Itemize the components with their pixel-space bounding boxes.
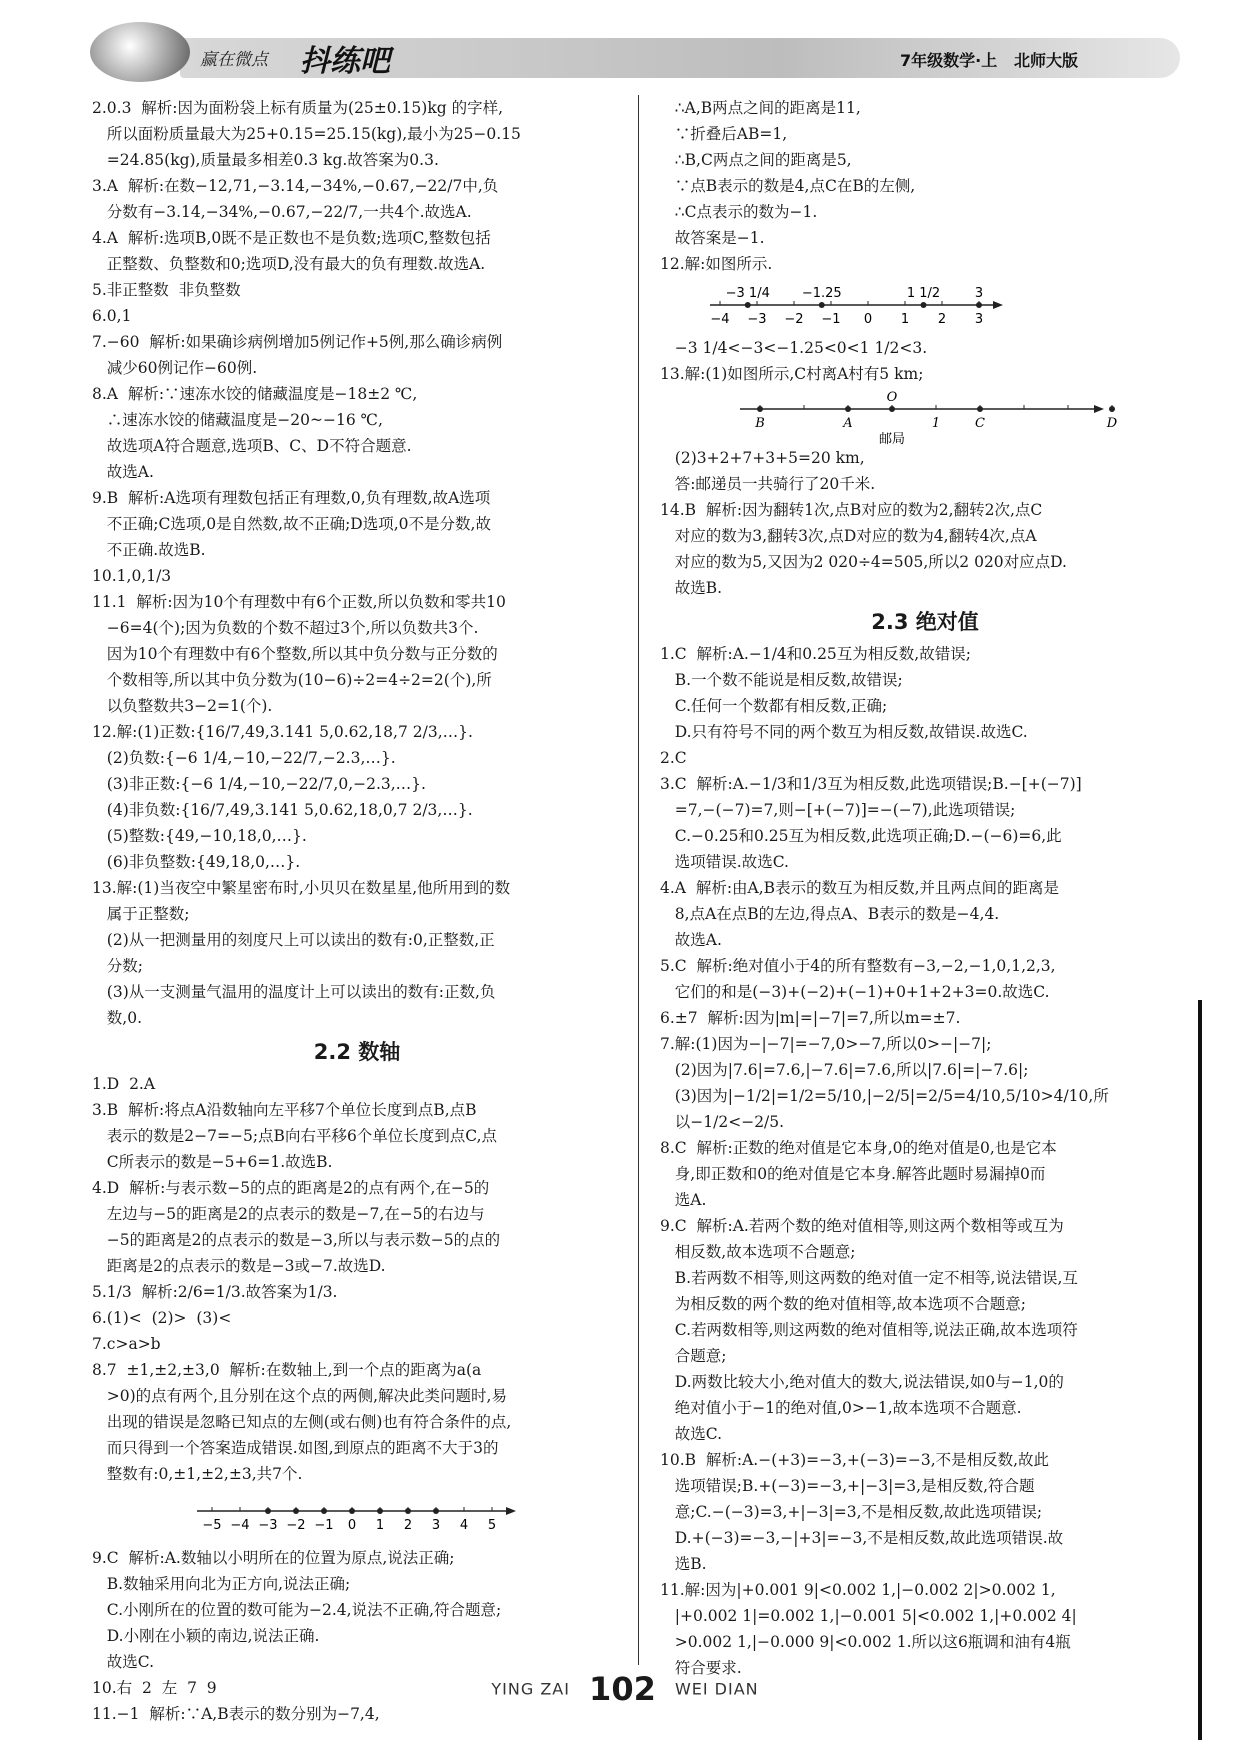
answer-line: 11.1 解析:因为10个有理数中有6个正数,所以负数和零共10 bbox=[92, 593, 506, 611]
answer-line: −3 1/4<−3<−1.25<0<1 1/2<3. bbox=[660, 339, 928, 357]
point-label: 1 bbox=[931, 416, 941, 431]
answer-line: 个数相等,所以其中负分数为(10−6)÷2=4÷2=2(个),所 bbox=[92, 671, 492, 689]
answers-q12-q13 bbox=[660, 335, 1190, 387]
left-column bbox=[92, 95, 622, 1727]
answer-line: 7.c>a>b bbox=[92, 1335, 161, 1353]
answer-line: >0.002 1,|−0.000 9|<0.002 1.所以这6瓶调和油有4瓶 bbox=[660, 1633, 1071, 1651]
answer-line: C.−0.25和0.25互为相反数,此选项正确;D.−(−6)=6,此 bbox=[660, 827, 1062, 845]
answer-line: 5.1/3 解析:2/6=1/3.故答案为1/3. bbox=[92, 1283, 338, 1301]
answer-line: 8.7 ±1,±2,±3,0 解析:在数轴上,到一个点的距离为a(a bbox=[92, 1361, 482, 1379]
answer-line: 整数有:0,±1,±2,±3,共7个. bbox=[92, 1465, 303, 1483]
answer-line: 故选C. bbox=[660, 1425, 723, 1443]
answer-line: C.若两数相等,则这两数的绝对值相等,说法正确,故本选项符 bbox=[660, 1321, 1078, 1339]
point-label: −1.25 bbox=[801, 286, 842, 301]
answer-line: |+0.002 1|=0.002 1,|−0.001 5|<0.002 1,|+0.002 4| bbox=[660, 1607, 1077, 1625]
column-divider bbox=[638, 95, 639, 1665]
answer-line: ∵点B表示的数是4,点C在B的左侧, bbox=[660, 177, 916, 195]
answer-line: 7.−60 解析:如果确诊病例增加5例记作+5例,那么确诊病例 bbox=[92, 333, 503, 351]
answer-line: 减少60例记作−60例. bbox=[92, 359, 258, 377]
point-label: 1 1/2 bbox=[906, 286, 941, 301]
point-label: O bbox=[886, 390, 898, 405]
answer-line: 12.解:(1)正数:{16/7,49,3.141 5,0.62,18,7 2/3,…}. bbox=[92, 723, 473, 741]
answer-line: 6.0,1 bbox=[92, 307, 132, 325]
point-label: A bbox=[843, 416, 853, 431]
tick-label: 2 bbox=[403, 1518, 413, 1533]
answer-line: >0)的点有两个,且分别在这个点的两侧,解决此类问题时,易 bbox=[92, 1387, 507, 1405]
answer-line: 选A. bbox=[660, 1191, 707, 1209]
answer-line: 选项错误;B.+(−3)=−3,+|−3|=3,是相反数,符合题 bbox=[660, 1477, 1035, 1495]
answers-2-2 bbox=[92, 1071, 622, 1487]
tick-label: −3 bbox=[747, 312, 767, 327]
answer-line: 选项错误.故选C. bbox=[660, 853, 789, 871]
answer-line: ∴B,C两点之间的距离是5, bbox=[660, 151, 852, 169]
answer-line: =24.85(kg),质量最多相差0.3 kg.故答案为0.3. bbox=[92, 151, 439, 169]
answer-line: ∴速冻水饺的储藏温度是−20~−16 ℃, bbox=[92, 411, 383, 429]
answer-line: D.小刚在小颖的南边,说法正确. bbox=[92, 1627, 320, 1645]
answer-line: 3.C 解析:A.−1/3和1/3互为相反数,此选项错误;B.−[+(−7)] bbox=[660, 775, 1082, 793]
section-title-2-3: 2.3 绝对值 bbox=[871, 610, 979, 634]
answer-line: 13.解:(1)当夜空中繁星密布时,小贝贝在数星星,他所用到的数 bbox=[92, 879, 511, 897]
answer-line: 10.B 解析:A.−(+3)=−3,+(−3)=−3,不是相反数,故此 bbox=[660, 1451, 1050, 1469]
answer-line: 5.非正整数 非负整数 bbox=[92, 281, 241, 299]
tick-label: 5 bbox=[487, 1518, 497, 1533]
answer-line: 正整数、负整数和0;选项D,没有最大的负有理数.故选A. bbox=[92, 255, 486, 273]
answer-line: 1.C 解析:A.−1/4和0.25互为相反数,故错误; bbox=[660, 645, 971, 663]
page-footer bbox=[0, 1670, 1250, 1708]
footer-right: WEI DIAN bbox=[674, 1679, 759, 1699]
answer-line: 14.B 解析:因为翻转1次,点B对应的数为2,翻转2次,点C bbox=[660, 501, 1043, 519]
plotted-point bbox=[819, 302, 825, 308]
answer-line: (4)非负数:{16/7,49,3.141 5,0.62,18,0,7 2/3,…}. bbox=[92, 801, 473, 819]
village-point bbox=[977, 406, 983, 412]
answers-q13-q14 bbox=[660, 445, 1190, 601]
answer-line: 故答案是−1. bbox=[660, 229, 765, 247]
logo-icon bbox=[90, 22, 190, 82]
village-point bbox=[757, 406, 763, 412]
answer-line: 而只得到一个答案造成错误.如图,到原点的距离不大于3的 bbox=[92, 1439, 499, 1457]
answer-line: 绝对值小于−1的绝对值,0>−1,故本选项不合题意. bbox=[660, 1399, 1022, 1417]
number-line-q8-svg bbox=[92, 1491, 612, 1539]
tick-label: 1 bbox=[900, 312, 910, 327]
tick-label: −1 bbox=[314, 1518, 334, 1533]
tick-label: 4 bbox=[459, 1518, 469, 1533]
answer-line: 为相反数的两个数的绝对值相等,故本选项不合题意; bbox=[660, 1295, 1026, 1313]
village-point bbox=[889, 406, 895, 412]
answer-line: 9.C 解析:A.若两个数的绝对值相等,则这两个数相等或互为 bbox=[660, 1217, 1064, 1235]
answer-line: 6.(1)< (2)> (3)< bbox=[92, 1309, 232, 1327]
answer-line: 故选B. bbox=[660, 579, 723, 597]
answer-line: 它们的和是(−3)+(−2)+(−1)+0+1+2+3=0.故选C. bbox=[660, 983, 1050, 1001]
plotted-point bbox=[976, 302, 982, 308]
answer-line: 10.右 2 左 7 9 bbox=[92, 1679, 217, 1697]
village-point bbox=[845, 406, 851, 412]
arrow-icon bbox=[1094, 405, 1104, 413]
tick-label: −1 bbox=[821, 312, 841, 327]
post-office-label: 邮局 bbox=[878, 432, 906, 447]
answer-line: (3)因为|−1/2|=1/2=5/10,|−2/5|=2/5=4/10,5/10>4/10,所 bbox=[660, 1087, 1109, 1105]
answer-line: 4.D 解析:与表示数−5的点的距离是2的点有两个,在−5的 bbox=[92, 1179, 490, 1197]
answer-line: 距离是2的点表示的数是−3或−7.故选D. bbox=[92, 1257, 386, 1275]
integer-point bbox=[293, 1508, 299, 1514]
answer-line: 以负整数共3−2=1(个). bbox=[92, 697, 273, 715]
answer-line: 身,即正数和0的绝对值是它本身.解答此题时易漏掉0而 bbox=[660, 1165, 1046, 1183]
answer-line: 13.解:(1)如图所示,C村离A村有5 km; bbox=[660, 365, 924, 383]
answer-line: 对应的数为5,又因为2 020÷4=505,所以2 020对应点D. bbox=[660, 553, 1067, 571]
answer-line: 属于正整数; bbox=[92, 905, 190, 923]
answer-line: 符合要求. bbox=[660, 1659, 742, 1677]
answer-line: 所以面粉质量最大为25+0.15=25.15(kg),最小为25−0.15 bbox=[92, 125, 521, 143]
section-title-2-2: 2.2 数轴 bbox=[313, 1040, 401, 1064]
tick-label: −4 bbox=[710, 312, 730, 327]
village-point bbox=[1109, 406, 1115, 412]
answer-line: 故选A. bbox=[660, 931, 722, 949]
answer-line: =7,−(−7)=7,则−[+(−7)]=−(−7),此选项错误; bbox=[660, 801, 1016, 819]
plotted-point bbox=[745, 302, 751, 308]
answer-line: (6)非负整数:{49,18,0,…}. bbox=[92, 853, 301, 871]
answer-line: 对应的数为3,翻转3次,点D对应的数为4,翻转4次,点A bbox=[660, 527, 1037, 545]
plotted-point bbox=[921, 302, 927, 308]
answer-line: 选B. bbox=[660, 1555, 707, 1573]
answer-line: 10.1,0,1/3 bbox=[92, 567, 172, 585]
answers-2-3 bbox=[660, 641, 1190, 1681]
answers-2-1 bbox=[92, 95, 622, 1031]
tick-label: 3 bbox=[431, 1518, 441, 1533]
answer-line: 8.C 解析:正数的绝对值是它本身,0的绝对值是0,也是它本 bbox=[660, 1139, 1057, 1157]
integer-point bbox=[433, 1508, 439, 1514]
answer-line: D.只有符号不同的两个数互为相反数,故错误.故选C. bbox=[660, 723, 1028, 741]
integer-point bbox=[405, 1508, 411, 1514]
answer-line: 4.A 解析:由A,B表示的数互为相反数,并且两点间的距离是 bbox=[660, 879, 1059, 897]
tick-label: 2 bbox=[937, 312, 947, 327]
answer-line: 不正确;C选项,0是自然数,故不正确;D选项,0不是分数,故 bbox=[92, 515, 491, 533]
answer-line: (5)整数:{49,−10,18,0,…}. bbox=[92, 827, 307, 845]
answer-line: 相反数,故本选项不合题意; bbox=[660, 1243, 856, 1261]
answer-line: C.任何一个数都有相反数,正确; bbox=[660, 697, 888, 715]
tick-label: 1 bbox=[375, 1518, 385, 1533]
answers-2-2-right bbox=[660, 95, 1190, 277]
answer-line: ∴C点表示的数为−1. bbox=[660, 203, 818, 221]
tick-label: 0 bbox=[347, 1518, 357, 1533]
answer-line: B.数轴采用向北为正方向,说法正确; bbox=[92, 1575, 351, 1593]
point-label: C bbox=[975, 416, 985, 431]
answer-line: 2.C bbox=[660, 749, 687, 767]
tick-label: 0 bbox=[863, 312, 873, 327]
answer-line: 9.B 解析:A选项有理数包括正有理数,0,负有理数,故A选项 bbox=[92, 489, 491, 507]
number-line-q13-svg bbox=[660, 390, 1180, 447]
number-line-q12 bbox=[660, 281, 1190, 329]
tick-label: −3 bbox=[258, 1518, 278, 1533]
answer-line: 8,点A在点B的左边,得点A、B表示的数是−4,4. bbox=[660, 905, 1000, 923]
answer-line: (2)因为|7.6|=7.6,|−7.6|=7.6,所以|7.6|=|−7.6|; bbox=[660, 1061, 1029, 1079]
answer-line: C所表示的数是−5+6=1.故选B. bbox=[92, 1153, 333, 1171]
point-label: B bbox=[755, 416, 765, 431]
answer-line: 意;C.−(−3)=3,+|−3|=3,不是相反数,故此选项错误; bbox=[660, 1503, 1043, 1521]
answer-line: 分数; bbox=[92, 957, 144, 975]
answer-line: 故选项A符合题意,选项B、C、D不符合题意. bbox=[92, 437, 412, 455]
answer-line: D.两数比较大小,绝对值大的数大,说法错误,如0与−1,0的 bbox=[660, 1373, 1064, 1391]
answer-line: −6=4(个);因为负数的个数不超过3个,所以负数共3个. bbox=[92, 619, 479, 637]
answer-line: 答:邮递员一共骑行了20千米. bbox=[660, 475, 876, 493]
answer-line: B.若两数不相等,则这两数的绝对值一定不相等,说法错误,互 bbox=[660, 1269, 1078, 1287]
integer-point bbox=[349, 1508, 355, 1514]
answer-line: 11.解:因为|+0.001 9|<0.002 1,|−0.002 2|>0.002 1, bbox=[660, 1581, 1056, 1599]
footer-left: YING ZAI bbox=[491, 1679, 570, 1699]
answer-line: 3.A 解析:在数−12,71,−3.14,−34%,−0.67,−22/7中,负 bbox=[92, 177, 499, 195]
answer-line: 11.−1 解析:∵A,B表示的数分别为−7,4, bbox=[92, 1705, 380, 1723]
answer-line: (2)从一把测量用的刻度尺上可以读出的数有:0,正整数,正 bbox=[92, 931, 495, 949]
answer-line: 表示的数是2−7=−5;点B向右平移6个单位长度到点C,点 bbox=[92, 1127, 498, 1145]
answer-line: B.一个数不能说是相反数,故错误; bbox=[660, 671, 903, 689]
tick-label: 3 bbox=[974, 312, 984, 327]
tick-label: −5 bbox=[202, 1518, 222, 1533]
arrow-icon bbox=[506, 1507, 516, 1515]
arrow-icon bbox=[993, 301, 1003, 309]
integer-point bbox=[321, 1508, 327, 1514]
answer-line: (3)非正数:{−6 1/4,−10,−22/7,0,−2.3,…}. bbox=[92, 775, 426, 793]
answer-line: 4.A 解析:选项B,0既不是正数也不是负数;选项C,整数包括 bbox=[92, 229, 491, 247]
point-label: −3 1/4 bbox=[725, 286, 770, 301]
page-header bbox=[70, 18, 1190, 88]
page-number: 102 bbox=[589, 1670, 656, 1708]
edition: 北师大版 bbox=[1013, 51, 1078, 70]
tick-label: −2 bbox=[784, 312, 804, 327]
header-book-info bbox=[900, 48, 1078, 71]
answer-line: 1.D 2.A bbox=[92, 1075, 156, 1093]
number-line-q13 bbox=[660, 390, 1190, 447]
answer-line: 分数有−3.14,−34%,−0.67,−22/7,一共4个.故选A. bbox=[92, 203, 472, 221]
answer-line: 以−1/2<−2/5. bbox=[660, 1113, 785, 1131]
answer-line: 因为10个有理数中有6个整数,所以其中负分数与正分数的 bbox=[92, 645, 498, 663]
answer-line: 不正确.故选B. bbox=[92, 541, 206, 559]
answer-line: 9.C 解析:A.数轴以小明所在的位置为原点,说法正确; bbox=[92, 1549, 455, 1567]
header-slogan: 赢在微点 bbox=[200, 50, 268, 70]
answer-line: 7.解:(1)因为−|−7|=−7,0>−7,所以0>−|−7|; bbox=[660, 1035, 992, 1053]
right-column bbox=[660, 95, 1190, 1681]
answer-line: (2)负数:{−6 1/4,−10,−22/7,−2.3,…}. bbox=[92, 749, 396, 767]
answer-line: 左边与−5的距离是2的点表示的数是−7,在−5的右边与 bbox=[92, 1205, 485, 1223]
point-label: 3 bbox=[974, 286, 984, 301]
answer-line: 12.解:如图所示. bbox=[660, 255, 773, 273]
answer-line: (3)从一支测量气温用的温度计上可以读出的数有:正数,负 bbox=[92, 983, 496, 1001]
answer-line: 2.0.3 解析:因为面粉袋上标有质量为(25±0.15)kg 的字样, bbox=[92, 99, 504, 117]
point-label: D bbox=[1106, 416, 1118, 431]
integer-point bbox=[377, 1508, 383, 1514]
answer-line: (2)3+2+7+3+5=20 km, bbox=[660, 449, 865, 467]
page-spine-line bbox=[1198, 1000, 1202, 1740]
answer-line: 3.B 解析:将点A沿数轴向左平移7个单位长度到点B,点B bbox=[92, 1101, 477, 1119]
answer-line: 5.C 解析:绝对值小于4的所有整数有−3,−2,−1,0,1,2,3, bbox=[660, 957, 1056, 975]
answer-line: 数,0. bbox=[92, 1009, 142, 1027]
header-brand: 抖练吧 bbox=[300, 44, 390, 79]
answer-line: ∴A,B两点之间的距离是11, bbox=[660, 99, 861, 117]
integer-point bbox=[265, 1508, 271, 1514]
answer-line: 合题意; bbox=[660, 1347, 727, 1365]
tick-label: −4 bbox=[230, 1518, 250, 1533]
number-line-q12-svg bbox=[660, 281, 1180, 329]
answer-line: 故选A. bbox=[92, 463, 154, 481]
answer-line: 出现的错误是忽略已知点的左侧(或右侧)也有符合条件的点, bbox=[92, 1413, 512, 1431]
answer-line: D.+(−3)=−3,−|+3|=−3,不是相反数,故此选项错误.故 bbox=[660, 1529, 1064, 1547]
answer-line: C.小刚所在的位置的数可能为−2.4,说法不正确,符合题意; bbox=[92, 1601, 502, 1619]
answer-line: 8.A 解析:∵速冻水饺的储藏温度是−18±2 ℃, bbox=[92, 385, 418, 403]
answer-line: 6.±7 解析:因为|m|=|−7|=7,所以m=±7. bbox=[660, 1009, 961, 1027]
answer-line: ∵折叠后AB=1, bbox=[660, 125, 788, 143]
grade-subject: 7年级数学·上 bbox=[900, 51, 998, 70]
answer-line: −5的距离是2的点表示的数是−3,所以与表示数−5的点的 bbox=[92, 1231, 501, 1249]
answer-line: 故选C. bbox=[92, 1653, 155, 1671]
tick-label: −2 bbox=[286, 1518, 306, 1533]
number-line-q8 bbox=[92, 1491, 622, 1539]
